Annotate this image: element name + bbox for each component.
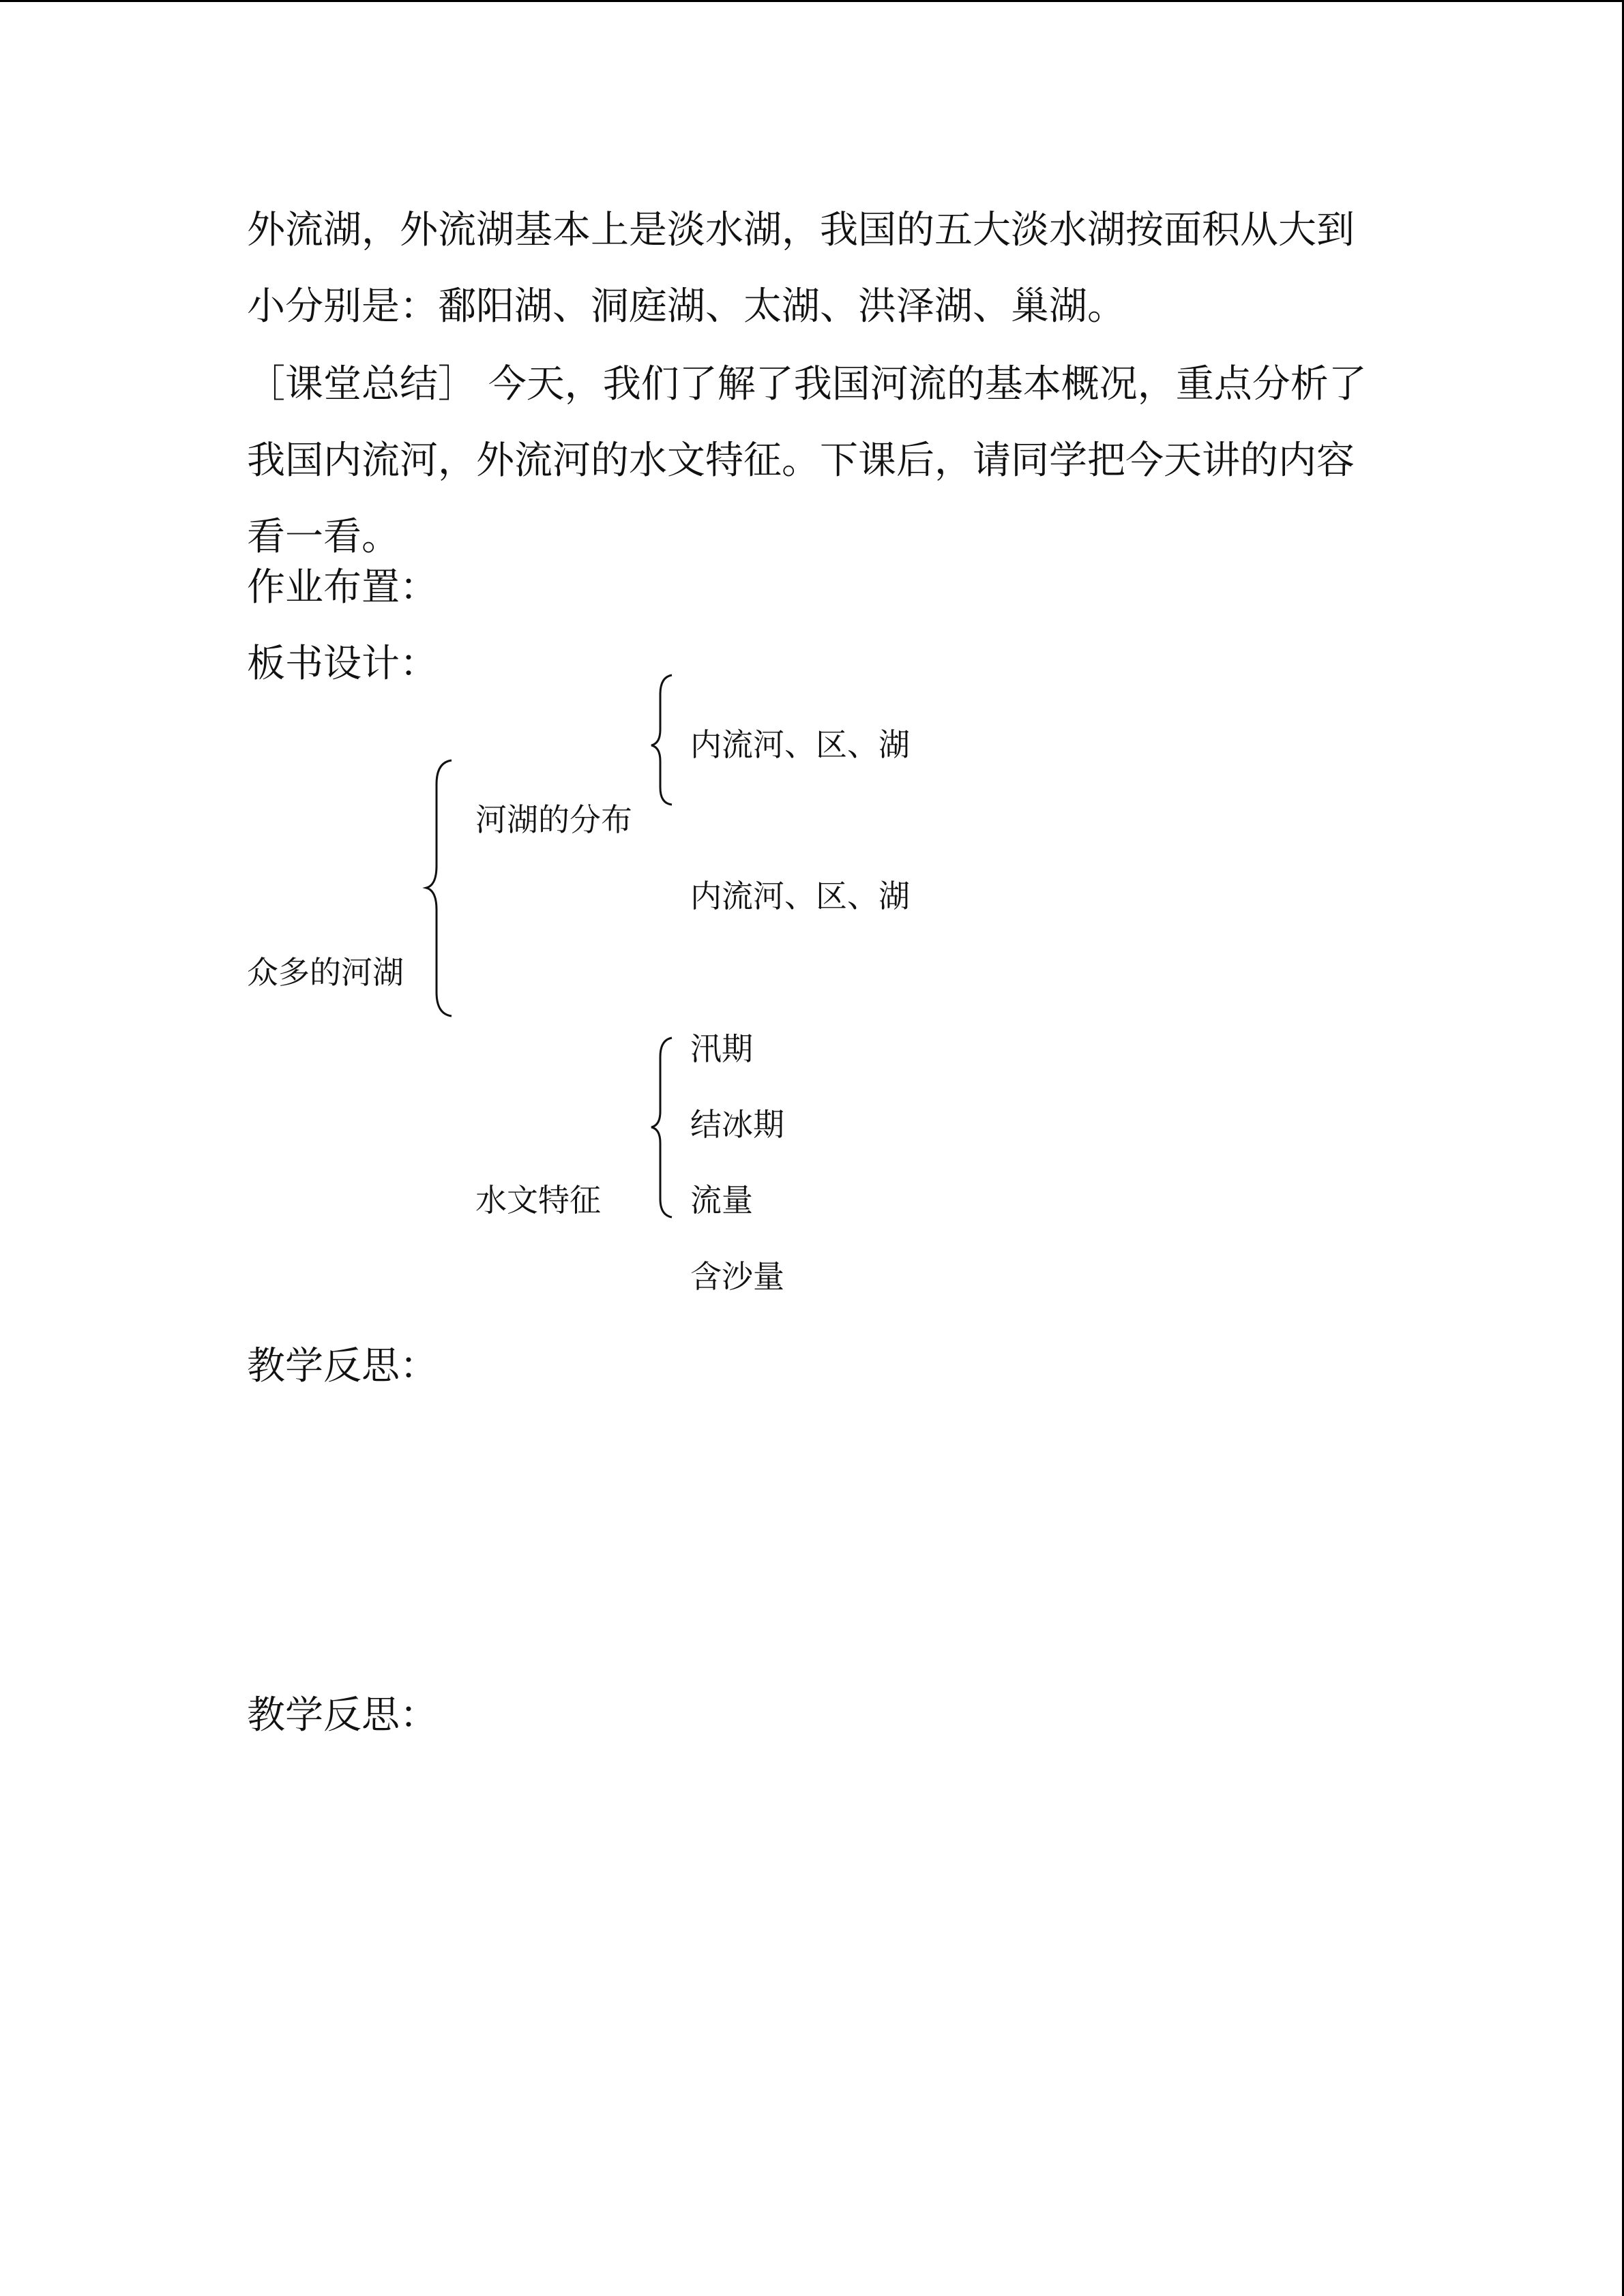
board-distribution-item-2: 内流河、区、湖: [690, 878, 910, 914]
board-hydrology-item: 含沙量: [690, 1258, 784, 1295]
board-design-label: 板书设计：: [247, 642, 438, 686]
paragraph-lakes: 外流湖，外流湖基本上是淡水湖，我国的五大淡水湖按面积从大到小分别是：鄱阳湖、洞庭湖、太湖、洪泽湖、巢湖。: [247, 208, 1355, 329]
board-hydrology-item: 汛期: [690, 1030, 753, 1067]
brace-root: [426, 760, 452, 1016]
brace-hydrology: [651, 1038, 672, 1217]
homework-label: 作业布置：: [247, 565, 438, 610]
brace-distribution: [651, 675, 672, 805]
teaching-reflection-label: 教学反思：: [247, 1344, 438, 1388]
board-distribution-item-1: 内流河、区、湖: [690, 726, 910, 763]
paragraph-class-summary: ［课堂总结］ 今天，我们了解了我国河流的基本概况，重点分析了我国内流河，外流河的水文特征。下课后，请同学把今天讲的内容看一看。: [247, 362, 1367, 559]
board-root-label: 众多的河湖: [247, 954, 404, 991]
board-distribution-label: 河湖的分布: [475, 801, 632, 838]
teaching-reflection-label: 教学反思：: [247, 1693, 438, 1738]
board-hydrology-item: 流量: [690, 1182, 753, 1219]
board-hydrology-item: 结冰期: [690, 1106, 784, 1143]
board-hydrology-label: 水文特征: [475, 1182, 601, 1219]
